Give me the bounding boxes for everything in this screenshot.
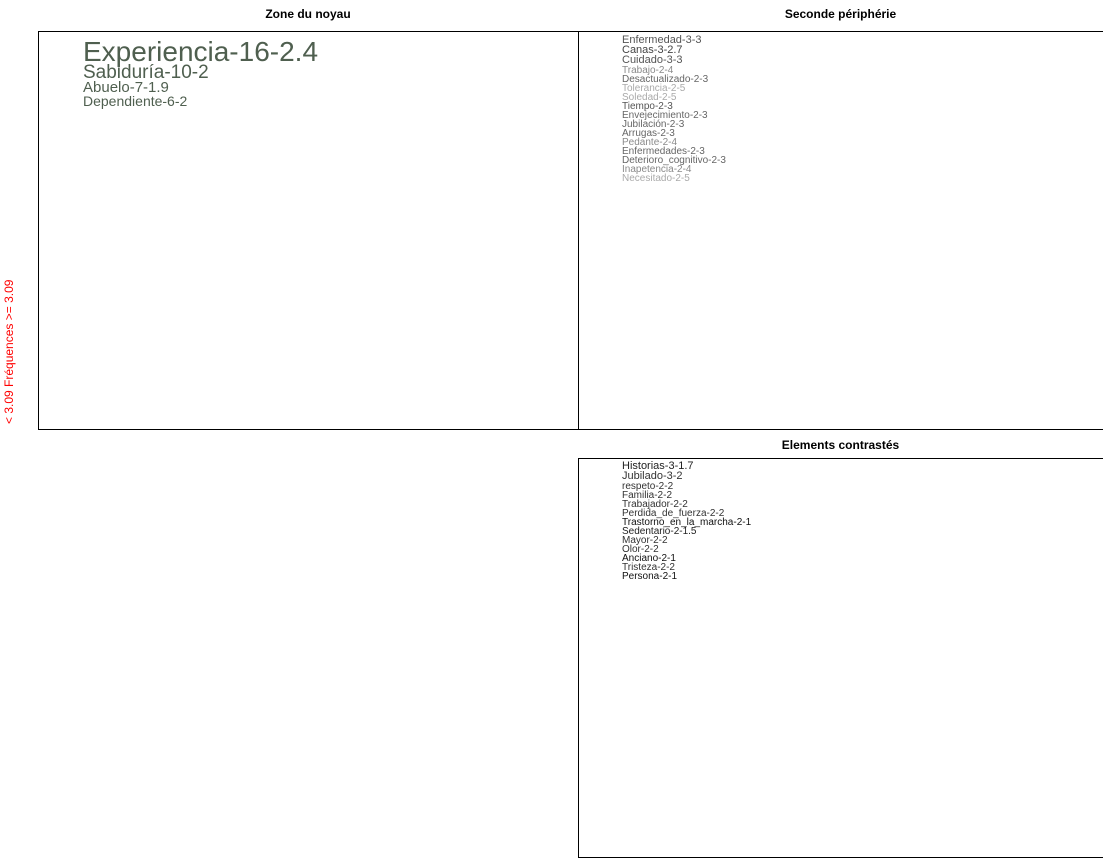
second-periphery-title: Seconde périphérie bbox=[784, 7, 897, 21]
word-label: Trastorno_en_la_marcha-2-1 bbox=[622, 516, 752, 528]
word-label: Tristeza-2-2 bbox=[622, 561, 675, 573]
word-label: Dependiente-6-2 bbox=[83, 92, 188, 109]
word-label: Abuelo-7-1.9 bbox=[83, 79, 169, 97]
word-label: Mayor-2-2 bbox=[622, 534, 668, 546]
core-zone-title: Zone du noyau bbox=[265, 7, 351, 21]
word-label: Canas-3-2.7 bbox=[622, 43, 683, 56]
word-label: Historias-3-1.7 bbox=[622, 460, 694, 472]
word-label: Necesitado-2-5 bbox=[622, 172, 690, 184]
word-label: Tiempo-2-3 bbox=[622, 100, 673, 112]
contrasted-elements-box bbox=[578, 458, 1103, 858]
word-label: Jubilación-2-3 bbox=[622, 118, 685, 130]
word-label: Arrugas-2-3 bbox=[622, 127, 675, 139]
word-label: Sedentario-2-1.5 bbox=[622, 525, 697, 537]
word-label: Persona-2-1 bbox=[622, 570, 678, 582]
word-label: Cuidado-3-3 bbox=[622, 53, 683, 66]
word-label: Olor-2-2 bbox=[622, 543, 659, 555]
word-label: Envejecimiento-2-3 bbox=[622, 109, 708, 121]
core-zone-box bbox=[38, 31, 579, 430]
contrasted-elements-words bbox=[622, 462, 751, 581]
word-label: respeto-2-2 bbox=[622, 480, 674, 492]
word-label: Desactualizado-2-3 bbox=[622, 73, 709, 85]
word-label: Pedante-2-4 bbox=[622, 136, 678, 148]
word-label: Enfermedades-2-3 bbox=[622, 145, 705, 157]
word-label: Enfermedad-3-3 bbox=[622, 34, 702, 46]
frequency-axis-label: < 3.09 Fréquences >= 3.09 bbox=[2, 279, 16, 424]
word-label: Soledad-2-5 bbox=[622, 91, 677, 103]
second-periphery-box bbox=[578, 31, 1103, 430]
word-label: Inapetencia-2-4 bbox=[622, 163, 692, 175]
core-zone-words bbox=[83, 36, 319, 109]
word-label: Anciano-2-1 bbox=[622, 552, 676, 564]
word-label: Familia-2-2 bbox=[622, 489, 673, 501]
word-label: Trabajador-2-2 bbox=[622, 498, 688, 510]
word-label: Trabajo-2-4 bbox=[622, 64, 674, 76]
contrasted-elements-title: Elements contrastés bbox=[781, 438, 900, 452]
second-periphery-words bbox=[622, 36, 726, 183]
word-label: Tolerancia-2-5 bbox=[622, 82, 686, 94]
word-label: Perdida_de_fuerza-2-2 bbox=[622, 507, 725, 519]
word-label: Deterioro_cognitivo-2-3 bbox=[622, 154, 726, 166]
word-label: Experiencia-16-2.4 bbox=[83, 36, 319, 67]
word-label: Sabiduría-10-2 bbox=[83, 62, 209, 84]
word-label: Jubilado-3-2 bbox=[622, 469, 683, 482]
